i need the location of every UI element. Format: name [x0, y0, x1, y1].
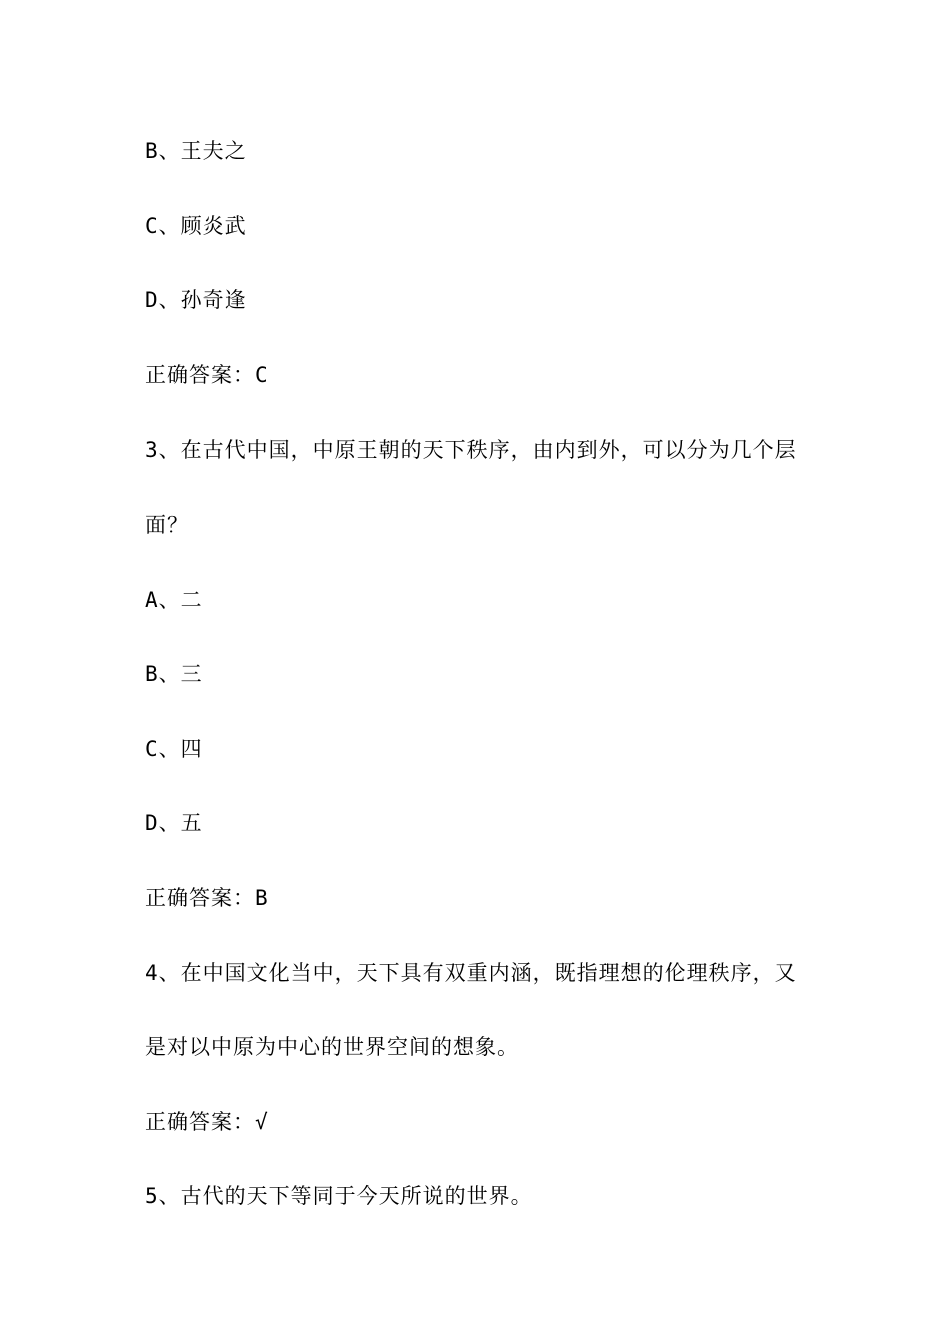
answer-q3: 正确答案：B	[145, 886, 269, 910]
question-3-line-1: 3、在古代中国，中原王朝的天下秩序，由内到外，可以分为几个层	[145, 438, 797, 462]
question-3-line-2: 面？	[145, 513, 189, 537]
option-d-q3: D、五	[145, 811, 203, 835]
option-b-q3: B、三	[145, 662, 203, 686]
question-5-line-1: 5、古代的天下等同于今天所说的世界。	[145, 1184, 533, 1208]
question-4-line-1: 4、在中国文化当中，天下具有双重内涵，既指理想的伦理秩序，又	[145, 961, 797, 985]
option-d-q2: D、孙奇逢	[145, 288, 247, 312]
answer-q4: 正确答案：√	[145, 1110, 269, 1134]
option-b-q2: B、王夫之	[145, 139, 247, 163]
option-a-q3: A、二	[145, 588, 203, 612]
option-c-q2: C、顾炎武	[145, 214, 247, 238]
option-c-q3: C、四	[145, 737, 203, 761]
question-4-line-2: 是对以中原为中心的世界空间的想象。	[145, 1035, 519, 1059]
answer-q2: 正确答案：C	[145, 363, 269, 387]
